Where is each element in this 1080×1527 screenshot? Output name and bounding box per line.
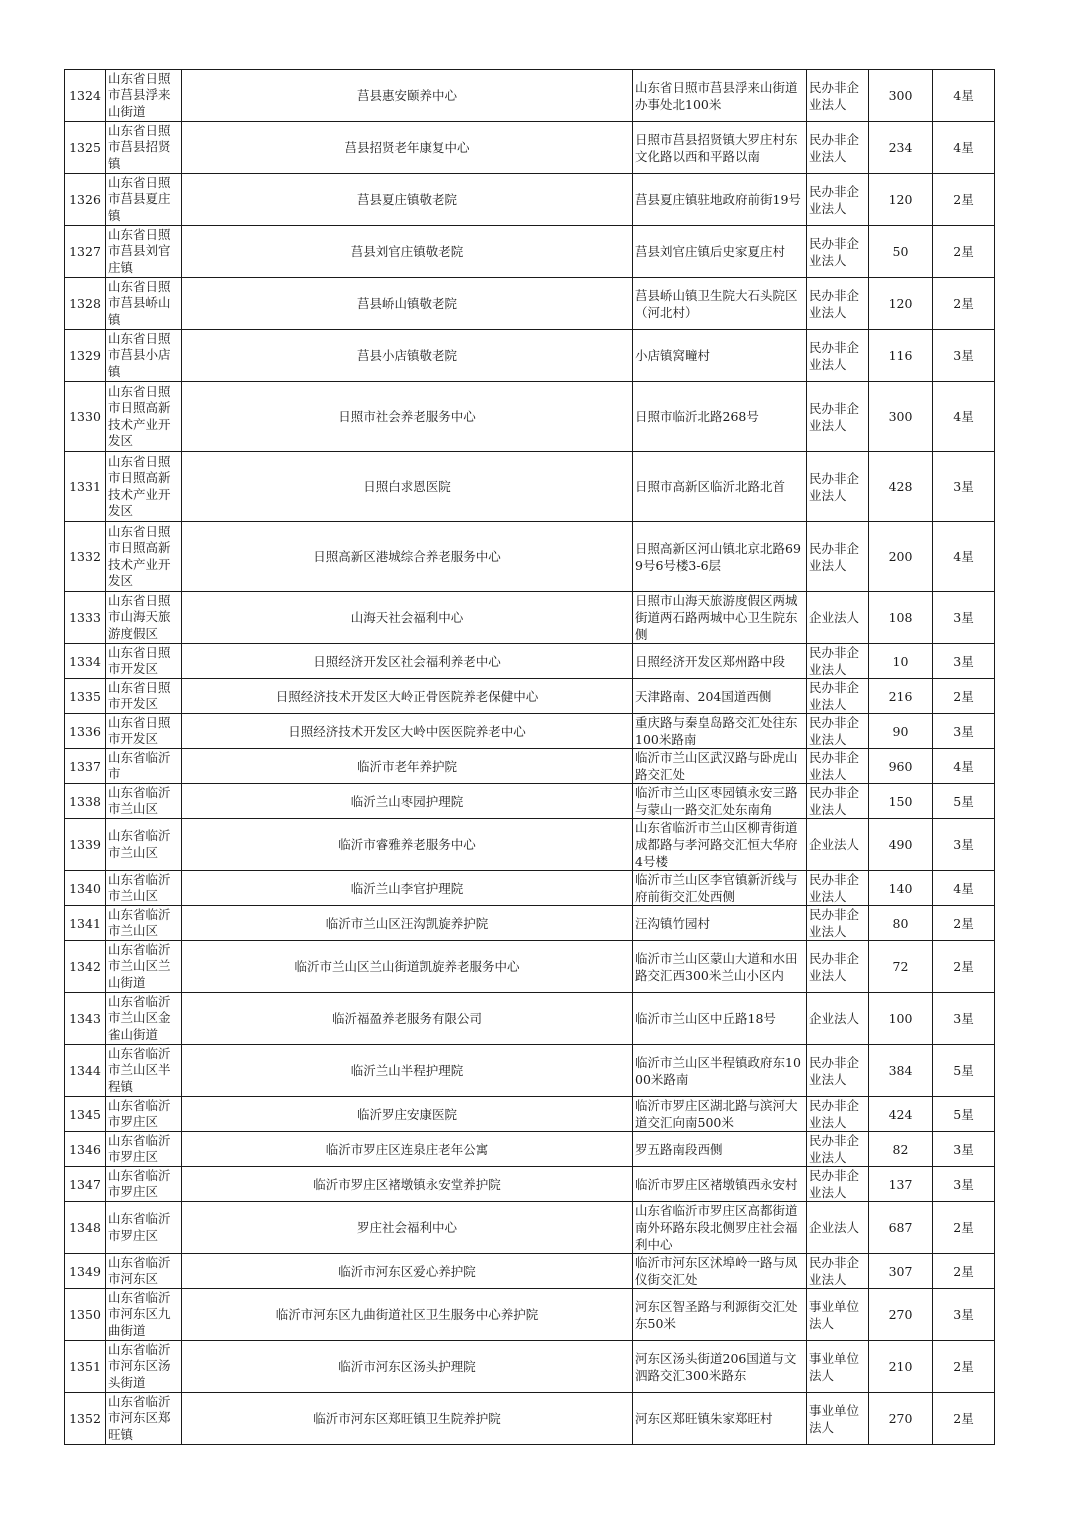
legal-type: 事业单位法人 bbox=[807, 1341, 869, 1393]
legal-type: 企业法人 bbox=[807, 819, 869, 871]
table-row bbox=[65, 1045, 995, 1097]
row-number: 1351 bbox=[65, 1341, 106, 1393]
star-rating: 3星 bbox=[933, 993, 995, 1045]
legal-type: 民办非企业法人 bbox=[807, 941, 869, 993]
star-rating: 2星 bbox=[933, 278, 995, 330]
region-cell: 山东省临沂市兰山区兰山街道 bbox=[106, 941, 182, 993]
address-cell: 山东省临沂市兰山区柳青街道成都路与孝河路交汇恒大华府4号楼 bbox=[633, 819, 807, 871]
legal-type: 民办非企业法人 bbox=[807, 70, 869, 122]
institution-name: 莒县小店镇敬老院 bbox=[182, 330, 633, 382]
institution-name: 日照市社会养老服务中心 bbox=[182, 382, 633, 452]
address-cell: 日照市高新区临沂北路北首 bbox=[633, 452, 807, 522]
table-row bbox=[65, 1202, 995, 1254]
region-cell: 山东省临沂市河东区汤头街道 bbox=[106, 1341, 182, 1393]
address-cell: 莒县夏庄镇驻地政府前街19号 bbox=[633, 174, 807, 226]
institution-name: 日照经济开发区社会福利养老中心 bbox=[182, 644, 633, 679]
region-cell: 山东省日照市开发区 bbox=[106, 714, 182, 749]
star-rating: 5星 bbox=[933, 1097, 995, 1132]
star-rating: 3星 bbox=[933, 714, 995, 749]
row-number: 1328 bbox=[65, 278, 106, 330]
row-number: 1338 bbox=[65, 784, 106, 819]
legal-type: 民办非企业法人 bbox=[807, 226, 869, 278]
region-cell: 山东省临沂市罗庄区 bbox=[106, 1132, 182, 1167]
star-rating: 2星 bbox=[933, 1254, 995, 1289]
legal-type: 民办非企业法人 bbox=[807, 714, 869, 749]
star-rating: 2星 bbox=[933, 1202, 995, 1254]
address-cell: 临沂市罗庄区褚墩镇西永安村 bbox=[633, 1167, 807, 1202]
region-cell: 山东省日照市莒县刘官庄镇 bbox=[106, 226, 182, 278]
institution-name: 临沂市兰山区汪沟凯旋养护院 bbox=[182, 906, 633, 941]
legal-type: 民办非企业法人 bbox=[807, 1045, 869, 1097]
address-cell: 重庆路与秦皇岛路交汇处往东100米路南 bbox=[633, 714, 807, 749]
bed-count: 270 bbox=[869, 1393, 933, 1445]
star-rating: 2星 bbox=[933, 1341, 995, 1393]
star-rating: 3星 bbox=[933, 819, 995, 871]
table-body bbox=[65, 70, 995, 1445]
legal-type: 民办非企业法人 bbox=[807, 1254, 869, 1289]
institution-name: 临沂市河东区汤头护理院 bbox=[182, 1341, 633, 1393]
bed-count: 270 bbox=[869, 1289, 933, 1341]
region-cell: 山东省日照市莒县夏庄镇 bbox=[106, 174, 182, 226]
institution-name: 临沂兰山枣园护理院 bbox=[182, 784, 633, 819]
legal-type: 事业单位法人 bbox=[807, 1393, 869, 1445]
address-cell: 临沂市兰山区李官镇新沂线与府前街交汇处西侧 bbox=[633, 871, 807, 906]
institution-name: 日照高新区港城综合养老服务中心 bbox=[182, 522, 633, 592]
star-rating: 3星 bbox=[933, 1289, 995, 1341]
star-rating: 4星 bbox=[933, 122, 995, 174]
table-row bbox=[65, 1097, 995, 1132]
table-row bbox=[65, 993, 995, 1045]
star-rating: 4星 bbox=[933, 749, 995, 784]
region-cell: 山东省日照市山海天旅游度假区 bbox=[106, 592, 182, 644]
legal-type: 民办非企业法人 bbox=[807, 1132, 869, 1167]
table-row bbox=[65, 382, 995, 452]
region-cell: 山东省日照市开发区 bbox=[106, 644, 182, 679]
bed-count: 120 bbox=[869, 174, 933, 226]
bed-count: 82 bbox=[869, 1132, 933, 1167]
table-row bbox=[65, 278, 995, 330]
star-rating: 2星 bbox=[933, 1393, 995, 1445]
row-number: 1336 bbox=[65, 714, 106, 749]
table-row bbox=[65, 941, 995, 993]
row-number: 1342 bbox=[65, 941, 106, 993]
bed-count: 216 bbox=[869, 679, 933, 714]
table-row bbox=[65, 522, 995, 592]
row-number: 1343 bbox=[65, 993, 106, 1045]
legal-type: 民办非企业法人 bbox=[807, 871, 869, 906]
star-rating: 2星 bbox=[933, 679, 995, 714]
region-cell: 山东省日照市开发区 bbox=[106, 679, 182, 714]
table-row bbox=[65, 452, 995, 522]
star-rating: 2星 bbox=[933, 906, 995, 941]
region-cell: 山东省日照市莒县浮来山街道 bbox=[106, 70, 182, 122]
region-cell: 山东省临沂市罗庄区 bbox=[106, 1167, 182, 1202]
row-number: 1326 bbox=[65, 174, 106, 226]
row-number: 1325 bbox=[65, 122, 106, 174]
bed-count: 116 bbox=[869, 330, 933, 382]
address-cell: 汪沟镇竹园村 bbox=[633, 906, 807, 941]
bed-count: 384 bbox=[869, 1045, 933, 1097]
row-number: 1334 bbox=[65, 644, 106, 679]
star-rating: 4星 bbox=[933, 70, 995, 122]
bed-count: 50 bbox=[869, 226, 933, 278]
table-row bbox=[65, 819, 995, 871]
star-rating: 4星 bbox=[933, 522, 995, 592]
institution-name: 临沂市罗庄区连泉庄老年公寓 bbox=[182, 1132, 633, 1167]
institution-name: 山海天社会福利中心 bbox=[182, 592, 633, 644]
row-number: 1332 bbox=[65, 522, 106, 592]
bed-count: 80 bbox=[869, 906, 933, 941]
star-rating: 3星 bbox=[933, 330, 995, 382]
institution-name: 临沂市睿雅养老服务中心 bbox=[182, 819, 633, 871]
row-number: 1324 bbox=[65, 70, 106, 122]
region-cell: 山东省日照市莒县小店镇 bbox=[106, 330, 182, 382]
table-row bbox=[65, 714, 995, 749]
region-cell: 山东省日照市日照高新技术产业开发区 bbox=[106, 522, 182, 592]
row-number: 1352 bbox=[65, 1393, 106, 1445]
bed-count: 428 bbox=[869, 452, 933, 522]
region-cell: 山东省临沂市河东区郑旺镇 bbox=[106, 1393, 182, 1445]
address-cell: 日照市莒县招贤镇大罗庄村东文化路以西和平路以南 bbox=[633, 122, 807, 174]
table-row bbox=[65, 592, 995, 644]
address-cell: 日照市山海天旅游度假区两城街道两石路两城中心卫生院东侧 bbox=[633, 592, 807, 644]
institution-name: 日照白求恩医院 bbox=[182, 452, 633, 522]
bed-count: 10 bbox=[869, 644, 933, 679]
row-number: 1340 bbox=[65, 871, 106, 906]
star-rating: 5星 bbox=[933, 1045, 995, 1097]
bed-count: 300 bbox=[869, 382, 933, 452]
institution-name: 临沂市河东区爱心养护院 bbox=[182, 1254, 633, 1289]
region-cell: 山东省临沂市河东区 bbox=[106, 1254, 182, 1289]
row-number: 1329 bbox=[65, 330, 106, 382]
address-cell: 小店镇窝疃村 bbox=[633, 330, 807, 382]
institution-name: 罗庄社会福利中心 bbox=[182, 1202, 633, 1254]
address-cell: 河东区智圣路与利源街交汇处东50米 bbox=[633, 1289, 807, 1341]
table-row bbox=[65, 1289, 995, 1341]
row-number: 1350 bbox=[65, 1289, 106, 1341]
row-number: 1327 bbox=[65, 226, 106, 278]
star-rating: 4星 bbox=[933, 382, 995, 452]
legal-type: 民办非企业法人 bbox=[807, 382, 869, 452]
region-cell: 山东省临沂市罗庄区 bbox=[106, 1202, 182, 1254]
address-cell: 临沂市兰山区蒙山大道和水田路交汇西300米兰山小区内 bbox=[633, 941, 807, 993]
legal-type: 企业法人 bbox=[807, 993, 869, 1045]
row-number: 1333 bbox=[65, 592, 106, 644]
legal-type: 民办非企业法人 bbox=[807, 1167, 869, 1202]
institution-name: 莒县招贤老年康复中心 bbox=[182, 122, 633, 174]
institution-name: 莒县刘官庄镇敬老院 bbox=[182, 226, 633, 278]
address-cell: 河东区郑旺镇朱家郑旺村 bbox=[633, 1393, 807, 1445]
legal-type: 民办非企业法人 bbox=[807, 749, 869, 784]
address-cell: 罗五路南段西侧 bbox=[633, 1132, 807, 1167]
address-cell: 天津路南、204国道西侧 bbox=[633, 679, 807, 714]
region-cell: 山东省临沂市兰山区 bbox=[106, 819, 182, 871]
table-row bbox=[65, 70, 995, 122]
legal-type: 民办非企业法人 bbox=[807, 452, 869, 522]
address-cell: 日照市临沂北路268号 bbox=[633, 382, 807, 452]
row-number: 1344 bbox=[65, 1045, 106, 1097]
row-number: 1347 bbox=[65, 1167, 106, 1202]
address-cell: 莒县峤山镇卫生院大石头院区（河北村） bbox=[633, 278, 807, 330]
region-cell: 山东省临沂市 bbox=[106, 749, 182, 784]
address-cell: 山东省临沂市罗庄区高都街道南外环路东段北侧罗庄社会福利中心 bbox=[633, 1202, 807, 1254]
bed-count: 108 bbox=[869, 592, 933, 644]
legal-type: 民办非企业法人 bbox=[807, 679, 869, 714]
bed-count: 307 bbox=[869, 1254, 933, 1289]
institution-name: 临沂市老年养护院 bbox=[182, 749, 633, 784]
row-number: 1349 bbox=[65, 1254, 106, 1289]
region-cell: 山东省日照市日照高新技术产业开发区 bbox=[106, 452, 182, 522]
institution-name: 莒县夏庄镇敬老院 bbox=[182, 174, 633, 226]
row-number: 1335 bbox=[65, 679, 106, 714]
region-cell: 山东省日照市莒县峤山镇 bbox=[106, 278, 182, 330]
row-number: 1345 bbox=[65, 1097, 106, 1132]
table-row bbox=[65, 679, 995, 714]
legal-type: 民办非企业法人 bbox=[807, 278, 869, 330]
star-rating: 2星 bbox=[933, 226, 995, 278]
region-cell: 山东省临沂市兰山区 bbox=[106, 871, 182, 906]
bed-count: 72 bbox=[869, 941, 933, 993]
legal-type: 民办非企业法人 bbox=[807, 784, 869, 819]
table-row bbox=[65, 330, 995, 382]
table-row bbox=[65, 1341, 995, 1393]
bed-count: 140 bbox=[869, 871, 933, 906]
table-row bbox=[65, 174, 995, 226]
institution-table bbox=[64, 69, 995, 1445]
row-number: 1337 bbox=[65, 749, 106, 784]
address-cell: 临沂市兰山区枣园镇永安三路与蒙山一路交汇处东南角 bbox=[633, 784, 807, 819]
star-rating: 3星 bbox=[933, 644, 995, 679]
address-cell: 临沂市兰山区中丘路18号 bbox=[633, 993, 807, 1045]
institution-name: 日照经济技术开发区大岭正骨医院养老保健中心 bbox=[182, 679, 633, 714]
table-row bbox=[65, 122, 995, 174]
region-cell: 山东省临沂市罗庄区 bbox=[106, 1097, 182, 1132]
star-rating: 5星 bbox=[933, 784, 995, 819]
row-number: 1330 bbox=[65, 382, 106, 452]
institution-name: 临沂市兰山区兰山街道凯旋养老服务中心 bbox=[182, 941, 633, 993]
bed-count: 687 bbox=[869, 1202, 933, 1254]
star-rating: 3星 bbox=[933, 1167, 995, 1202]
region-cell: 山东省临沂市兰山区金雀山街道 bbox=[106, 993, 182, 1045]
table-row bbox=[65, 1393, 995, 1445]
bed-count: 100 bbox=[869, 993, 933, 1045]
bed-count: 300 bbox=[869, 70, 933, 122]
institution-name: 临沂市河东区九曲街道社区卫生服务中心养护院 bbox=[182, 1289, 633, 1341]
legal-type: 民办非企业法人 bbox=[807, 330, 869, 382]
address-cell: 河东区汤头街道206国道与文泗路交汇300米路东 bbox=[633, 1341, 807, 1393]
institution-name: 临沂福盈养老服务有限公司 bbox=[182, 993, 633, 1045]
row-number: 1346 bbox=[65, 1132, 106, 1167]
region-cell: 山东省临沂市兰山区 bbox=[106, 906, 182, 941]
institution-name: 日照经济技术开发区大岭中医医院养老中心 bbox=[182, 714, 633, 749]
legal-type: 事业单位法人 bbox=[807, 1289, 869, 1341]
address-cell: 日照经济开发区郑州路中段 bbox=[633, 644, 807, 679]
legal-type: 民办非企业法人 bbox=[807, 906, 869, 941]
star-rating: 3星 bbox=[933, 1132, 995, 1167]
row-number: 1348 bbox=[65, 1202, 106, 1254]
table-row bbox=[65, 644, 995, 679]
legal-type: 企业法人 bbox=[807, 1202, 869, 1254]
bed-count: 210 bbox=[869, 1341, 933, 1393]
row-number: 1341 bbox=[65, 906, 106, 941]
institution-name: 临沂兰山李官护理院 bbox=[182, 871, 633, 906]
star-rating: 4星 bbox=[933, 871, 995, 906]
bed-count: 960 bbox=[869, 749, 933, 784]
legal-type: 民办非企业法人 bbox=[807, 174, 869, 226]
institution-name: 临沂市罗庄区褚墩镇永安堂养护院 bbox=[182, 1167, 633, 1202]
institution-name: 临沂兰山半程护理院 bbox=[182, 1045, 633, 1097]
region-cell: 山东省临沂市河东区九曲街道 bbox=[106, 1289, 182, 1341]
legal-type: 民办非企业法人 bbox=[807, 122, 869, 174]
address-cell: 莒县刘官庄镇后史家夏庄村 bbox=[633, 226, 807, 278]
institution-name: 临沂罗庄安康医院 bbox=[182, 1097, 633, 1132]
table-row bbox=[65, 1167, 995, 1202]
bed-count: 150 bbox=[869, 784, 933, 819]
bed-count: 424 bbox=[869, 1097, 933, 1132]
region-cell: 山东省临沂市兰山区半程镇 bbox=[106, 1045, 182, 1097]
table-row bbox=[65, 871, 995, 906]
address-cell: 临沂市兰山区武汉路与卧虎山路交汇处 bbox=[633, 749, 807, 784]
table-row bbox=[65, 784, 995, 819]
institution-name: 莒县峤山镇敬老院 bbox=[182, 278, 633, 330]
row-number: 1331 bbox=[65, 452, 106, 522]
table-row bbox=[65, 749, 995, 784]
region-cell: 山东省日照市日照高新技术产业开发区 bbox=[106, 382, 182, 452]
address-cell: 日照高新区河山镇北京北路699号6号楼3-6层 bbox=[633, 522, 807, 592]
region-cell: 山东省日照市莒县招贤镇 bbox=[106, 122, 182, 174]
star-rating: 3星 bbox=[933, 592, 995, 644]
region-cell: 山东省临沂市兰山区 bbox=[106, 784, 182, 819]
bed-count: 490 bbox=[869, 819, 933, 871]
bed-count: 200 bbox=[869, 522, 933, 592]
row-number: 1339 bbox=[65, 819, 106, 871]
bed-count: 137 bbox=[869, 1167, 933, 1202]
legal-type: 企业法人 bbox=[807, 592, 869, 644]
institution-name: 莒县惠安颐养中心 bbox=[182, 70, 633, 122]
legal-type: 民办非企业法人 bbox=[807, 522, 869, 592]
bed-count: 90 bbox=[869, 714, 933, 749]
table-row bbox=[65, 226, 995, 278]
star-rating: 2星 bbox=[933, 174, 995, 226]
star-rating: 3星 bbox=[933, 452, 995, 522]
address-cell: 临沂市河东区沭埠岭一路与凤仪街交汇处 bbox=[633, 1254, 807, 1289]
legal-type: 民办非企业法人 bbox=[807, 1097, 869, 1132]
star-rating: 2星 bbox=[933, 941, 995, 993]
table-row bbox=[65, 1254, 995, 1289]
address-cell: 临沂市兰山区半程镇政府东1000米路南 bbox=[633, 1045, 807, 1097]
address-cell: 临沂市罗庄区湖北路与滨河大道交汇向南500米 bbox=[633, 1097, 807, 1132]
institution-name: 临沂市河东区郑旺镇卫生院养护院 bbox=[182, 1393, 633, 1445]
bed-count: 120 bbox=[869, 278, 933, 330]
address-cell: 山东省日照市莒县浮来山街道办事处北100米 bbox=[633, 70, 807, 122]
bed-count: 234 bbox=[869, 122, 933, 174]
table-row bbox=[65, 906, 995, 941]
legal-type: 民办非企业法人 bbox=[807, 644, 869, 679]
table-row bbox=[65, 1132, 995, 1167]
